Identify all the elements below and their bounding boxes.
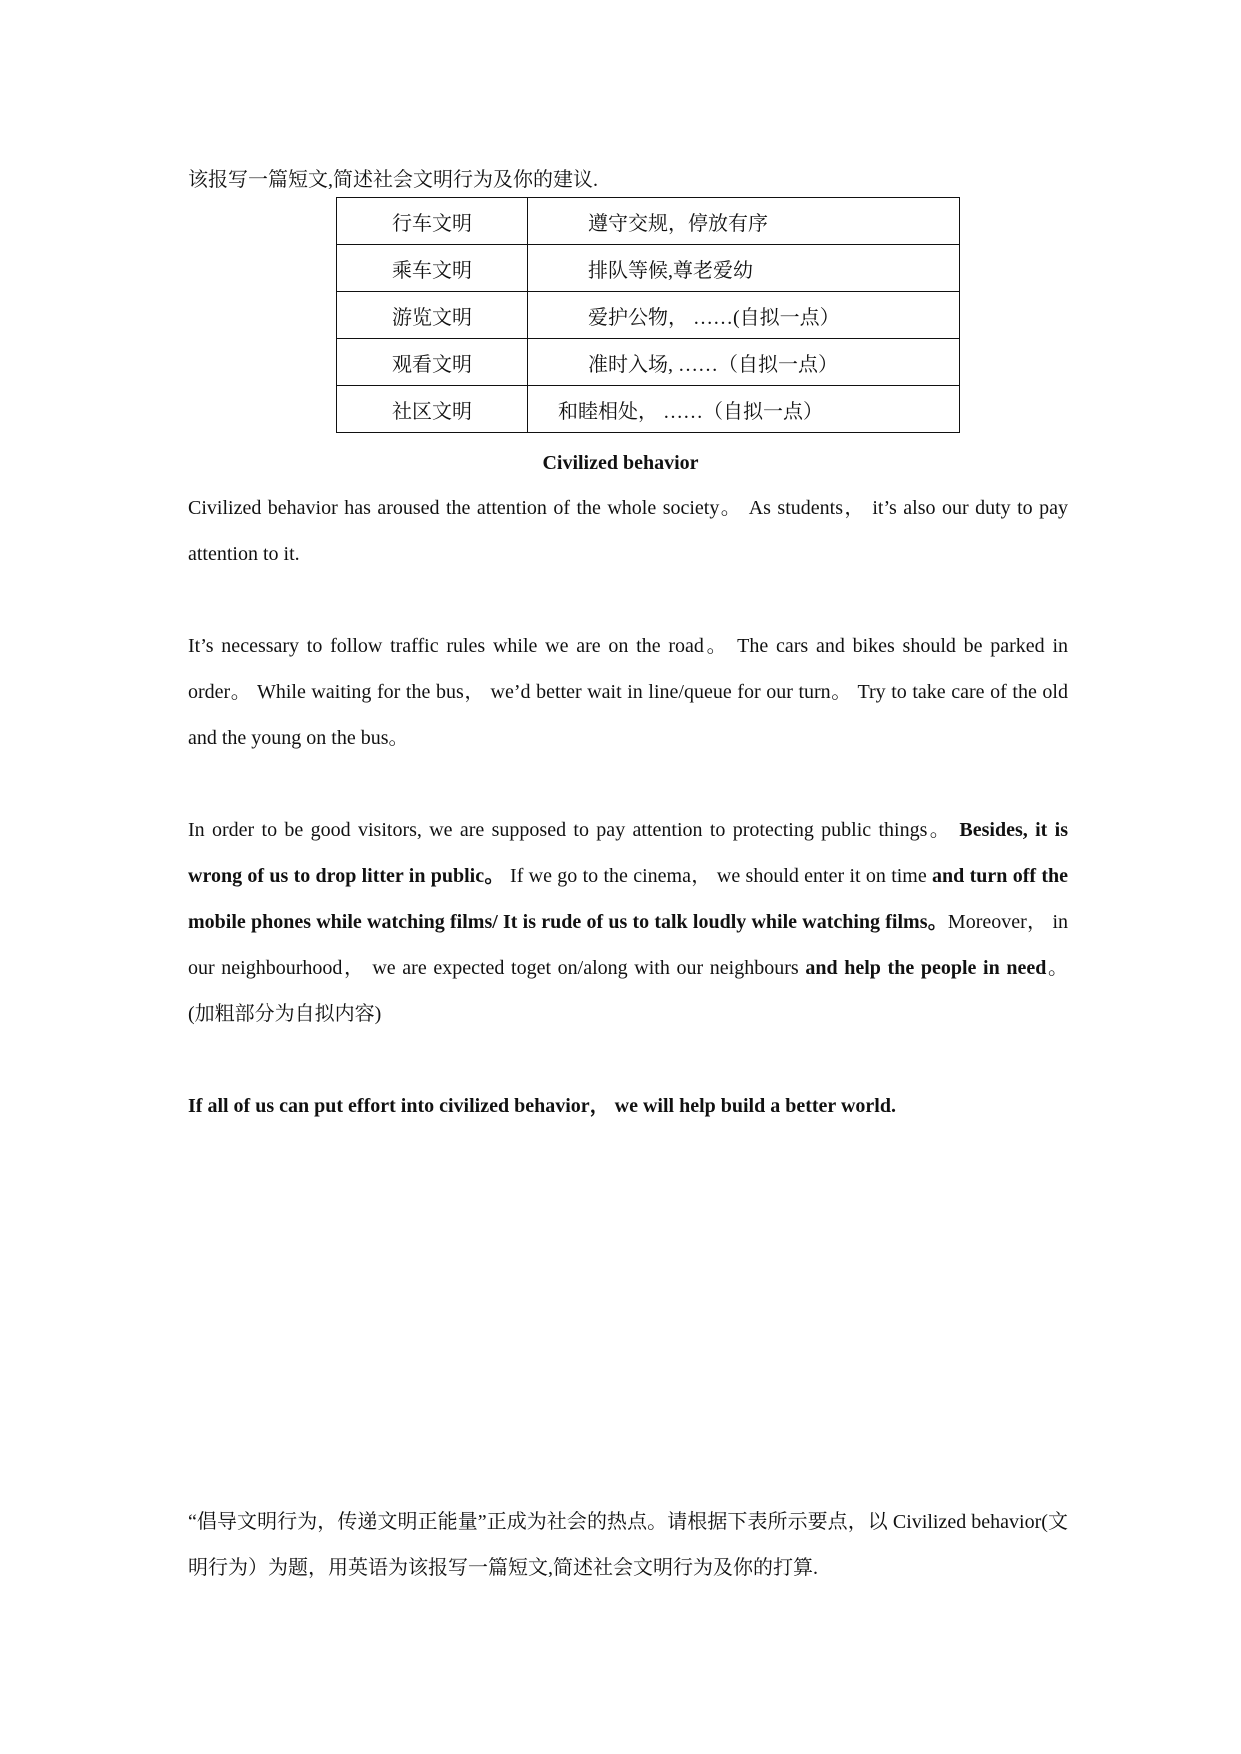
table-cell-category: 乘车文明 [337,245,528,292]
table-row [337,245,960,292]
table-row [337,339,960,386]
table-row [337,292,960,339]
essay-paragraph-4: If all of us can put effort into civilized behavior， we will help build a better world. [188,1095,896,1117]
table-cell-points: 遵守交规，停放有序 [528,198,960,245]
intro-text: 该报写一篇短文,简述社会文明行为及你的建议. [188,169,598,191]
essay-paragraph-1: Civilized behavior has aroused the attention of the whole society。 As students， it’s also our duty to pay attention to it. [188,497,1068,565]
table-cell-category: 游览文明 [337,292,528,339]
table-cell-points: 和睦相处， ……（自拟一点） [528,386,960,433]
task-prompt: “倡导文明行为，传递文明正能量”正成为社会的热点。请根据下表所示要点，以 Civilized behavior(文明行为）为题，用英语为该报写一篇短文,简述社会文明行为及你的打算. [188,1511,1068,1579]
sentence: In order to be good visitors, we are supposed to pay attention to protecting public things。 [188,819,953,841]
bold-sentence: Besides, it is wrong of us to drop litter in public。 [188,819,1068,887]
table-cell-category: 观看文明 [337,339,528,386]
essay-title: Civilized behavior [542,452,699,474]
bold-sentence: and help the people in need [798,957,1047,979]
table-row [337,198,960,245]
bold-sentence: and turn off the mobile phones while watching films/ It is rude of us to talk loudly while watching films。 [188,865,1069,933]
table-cell-category: 社区文明 [337,386,528,433]
sentence: If we go to the cinema， we should enter it on time [504,865,927,887]
table-cell-points: 准时入场, ……（自拟一点） [528,339,960,386]
table-cell-category: 行车文明 [337,198,528,245]
table-cell-points: 爱护公物， ……(自拟一点） [528,292,960,339]
table-cell-points: 排队等候,尊老爱幼 [528,245,960,292]
essay-paragraph-3 [188,807,1068,1037]
sentence: Moreover， in our neighbourhood， we are expected toget on/along with our neighbours [188,911,1068,979]
requirements-table [336,197,960,433]
essay-paragraph-2: It’s necessary to follow traffic rules while we are on the road。 The cars and bikes should be parked in order。 While waiting for the bus， we’d better wait in line/queue for our turn。 Try to take care of the old and the young on the bus。 [188,635,1068,749]
sentence: 。 (加粗部分为自拟内容) [188,957,1068,1025]
table-row [337,386,960,433]
